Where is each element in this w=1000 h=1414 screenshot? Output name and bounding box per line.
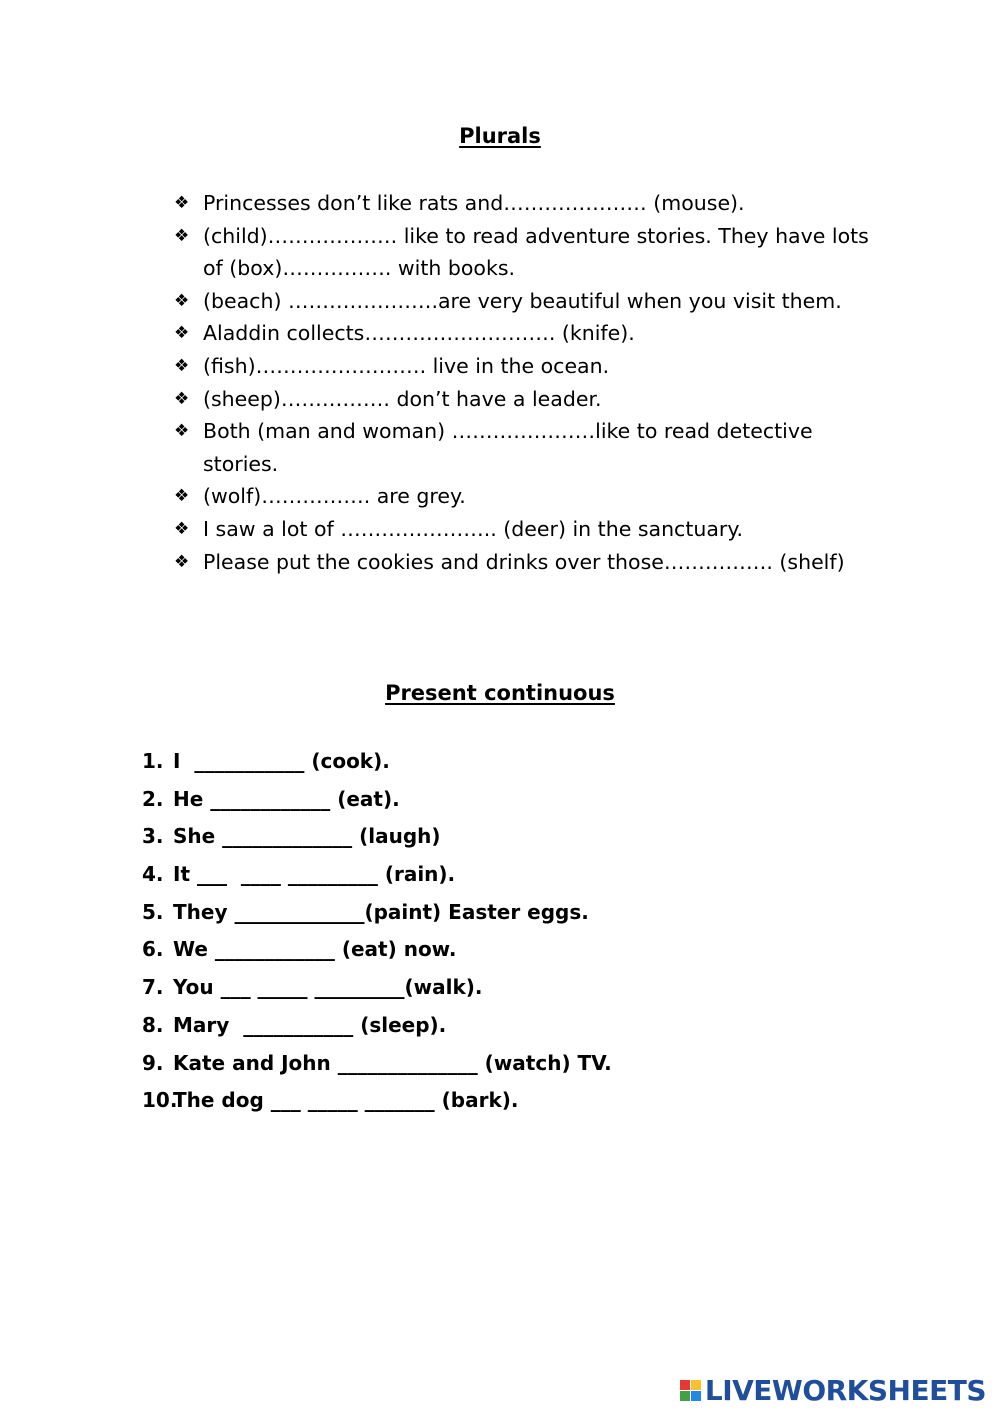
exercise-sentence: He ____________ (eat).: [173, 786, 400, 811]
plural-sentence: (child)………………. like to read adventure stories. They have lots of (box)……………. with books.: [203, 223, 869, 281]
list-item: [142, 895, 902, 933]
list-item: [174, 383, 874, 416]
item-number: 8.: [142, 1012, 164, 1037]
list-item: [174, 187, 874, 220]
logo-square: [691, 1391, 701, 1401]
exercise-sentence: Kate and John ______________ (watch) TV.: [173, 1050, 612, 1075]
logo-square: [680, 1391, 690, 1401]
item-number: 9.: [142, 1050, 164, 1075]
plural-sentence: (fish)……………………. live in the ocean.: [203, 353, 610, 378]
list-item: [174, 285, 874, 318]
plurals-heading: Plurals: [459, 124, 541, 148]
logo-square: [680, 1380, 690, 1390]
list-item: [174, 350, 874, 383]
item-number: 10.: [142, 1088, 178, 1113]
item-number: 2.: [142, 786, 164, 811]
exercise-sentence: Mary ___________ (sleep).: [173, 1012, 447, 1037]
list-item: [142, 782, 902, 820]
list-item: [142, 1008, 902, 1046]
plural-sentence: (beach) ………………….are very beautiful when you visit them.: [203, 288, 842, 313]
item-number: 6.: [142, 937, 164, 962]
diamond-bullet-icon: ❖: [174, 551, 190, 572]
logo-square: [691, 1380, 701, 1390]
list-item: [174, 317, 874, 350]
plural-sentence: (sheep)……………. don’t have a leader.: [203, 386, 602, 411]
list-item: [142, 1046, 902, 1084]
exercise-sentence: It ___ ____ _________ (rain).: [173, 862, 456, 887]
exercise-sentence: The dog ___ _____ _______ (bark).: [173, 1088, 519, 1113]
diamond-bullet-icon: ❖: [174, 388, 190, 409]
plural-sentence: Please put the cookies and drinks over those……………. (shelf): [203, 549, 845, 574]
list-item: [174, 415, 874, 480]
exercise-sentence: We ____________ (eat) now.: [173, 937, 457, 962]
diamond-bullet-icon: ❖: [174, 355, 190, 376]
diamond-bullet-icon: ❖: [174, 193, 190, 213]
plural-sentence: I saw a lot of ………………….. (deer) in the sanctuary.: [203, 516, 744, 541]
plural-sentence: Princesses don’t like rats and………………… (mouse).: [203, 191, 745, 215]
list-item: [142, 744, 902, 782]
list-item: [174, 513, 874, 546]
list-item: [142, 819, 902, 857]
liveworksheets-logo-icon: [680, 1380, 701, 1401]
watermark-text: LIVEWORKSHEETS: [704, 1374, 986, 1407]
exercise-sentence: They _____________(paint) Easter eggs.: [173, 899, 589, 924]
list-item: [142, 970, 902, 1008]
list-item: [174, 220, 874, 285]
diamond-bullet-icon: ❖: [174, 421, 190, 442]
list-item: [174, 546, 874, 579]
list-item: [142, 1083, 902, 1121]
list-item: [142, 932, 902, 970]
exercise-sentence: I ___________ (cook).: [173, 749, 390, 773]
exercise-sentence: You ___ _____ _________(walk).: [173, 975, 483, 1000]
item-number: 3.: [142, 824, 164, 849]
diamond-bullet-icon: ❖: [174, 290, 190, 311]
exercise-sentence: She _____________ (laugh): [173, 824, 441, 849]
diamond-bullet-icon: ❖: [174, 518, 190, 539]
list-item: [142, 857, 902, 895]
diamond-bullet-icon: ❖: [174, 323, 190, 344]
plural-sentence: (wolf)……………. are grey.: [203, 484, 466, 509]
liveworksheets-watermark: [680, 1374, 986, 1407]
diamond-bullet-icon: ❖: [174, 486, 190, 507]
present-continuous-heading: Present continuous: [385, 681, 615, 705]
plural-sentence: Aladdin collects………………………. (knife).: [203, 321, 635, 346]
diamond-bullet-icon: ❖: [174, 225, 190, 246]
item-number: 4.: [142, 862, 164, 887]
item-number: 7.: [142, 975, 164, 1000]
item-number: 5.: [142, 899, 164, 924]
item-number: 1.: [142, 749, 164, 773]
list-item: [174, 480, 874, 513]
present-continuous-list: [142, 744, 902, 1121]
plural-sentence: Both (man and woman) …………………like to read detective stories.: [203, 419, 813, 476]
plurals-list: [174, 187, 874, 578]
